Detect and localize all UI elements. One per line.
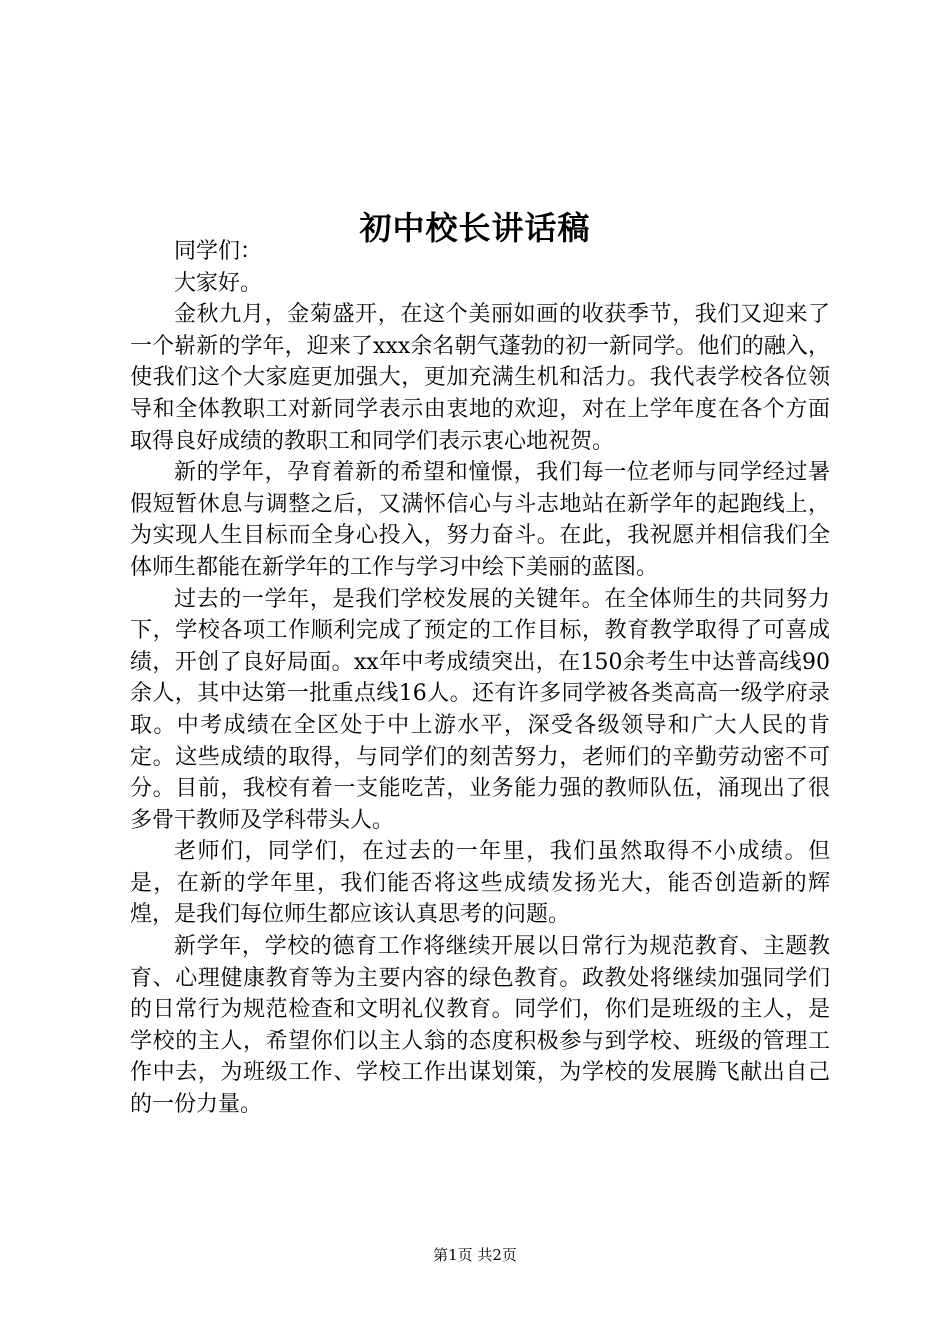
paragraph-moral-education: 新学年，学校的德育工作将继续开展以日常行为规范教育、主题教育、心理健康教育等为主要内容的绿色教育。政教处将继续加强同学们的日常行为规范检查和文明礼仪教育。同学们，你们是班级的主人，是学校的主人，希望你们以主人翁的态度积极参与到学校、班级的管理工作中去，为班级工作、学校工作出谋划策，为学校的发展腾飞献出自己的一份力量。 bbox=[130, 934, 830, 1118]
paragraph-new-year: 新的学年，孕育着新的希望和憧憬，我们每一位老师与同学经过暑假短暂休息与调整之后，又满怀信心与斗志地站在新学年的起跑线上，为实现人生目标而全身心投入，努力奋斗。在此，我祝愿并相信我们全体师生都能在新学年的工作与学习中绘下美丽的蓝图。 bbox=[130, 460, 830, 580]
paragraph-salutation: 同学们： bbox=[174, 239, 263, 264]
paragraph-past-year: 过去的一学年，是我们学校发展的关键年。在全体师生的共同努力下，学校各项工作顺利完成了预定的工作目标，教育教学取得了可喜成绩，开创了良好局面。xx年中考成绩突出，在150余考生中达普高线90余人，其中达第一批重点线16人。还有许多同学被各类高高一级学府录取。中考成绩在全区处于中上游水平，深受各级领导和广大人民的肯定。这些成绩的取得，与同学们的刻苦努力，老师们的辛勤劳动密不可分。目前，我校有着一支能吃苦，业务能力强的教师队伍，涌现出了很多骨干教师及学科带头人。 bbox=[130, 586, 830, 833]
page-number-footer: 第1页 共2页 bbox=[433, 1246, 517, 1264]
paragraph-welcome: 金秋九月，金菊盛开，在这个美丽如画的收获季节，我们又迎来了一个崭新的学年，迎来了xxx余名朝气蓬勃的初一新同学。他们的融入，使我们这个大家庭更加强大，更加充满生机和活力。我代表学校各位领导和全体教职工对新同学表示由衷地的欢迎，对在上学年度在各个方面取得良好成绩的教职工和同学们表示衷心地祝贺。 bbox=[130, 302, 830, 454]
document-title: 初中校长讲话稿 bbox=[359, 209, 591, 248]
document-body bbox=[130, 236, 830, 1121]
paragraph-reflection: 老师们，同学们，在过去的一年里，我们虽然取得不小成绩。但是，在新的学年里，我们能否将这些成绩发扬光大，能否创造新的辉煌，是我们每位师生都应该认真思考的问题。 bbox=[130, 839, 830, 928]
paragraph-greeting: 大家好。 bbox=[174, 270, 263, 296]
